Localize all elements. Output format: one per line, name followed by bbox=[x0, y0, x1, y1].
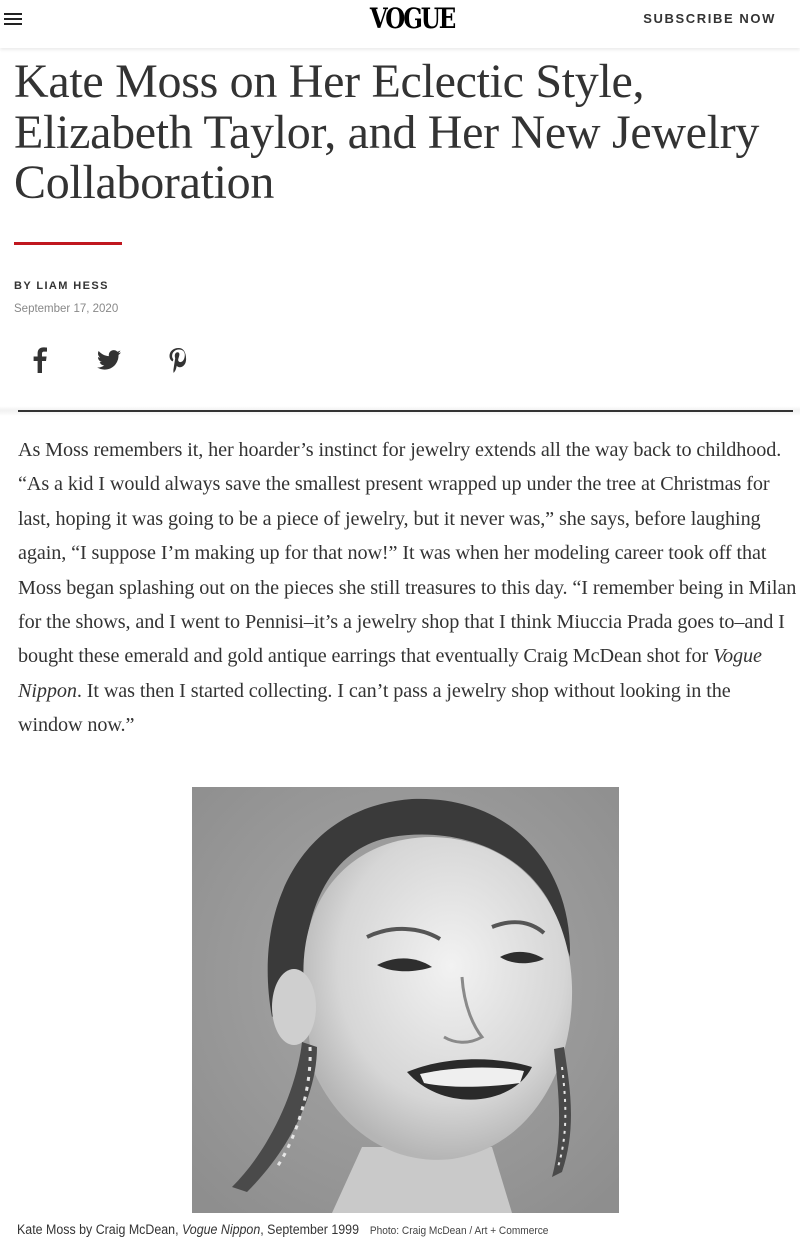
publish-date: September 17, 2020 bbox=[14, 303, 119, 315]
facebook-icon bbox=[33, 347, 47, 373]
title-accent-rule bbox=[14, 242, 122, 245]
share-facebook-button[interactable] bbox=[28, 346, 52, 374]
photo-credit: Photo: Craig McDean / Art + Commerce bbox=[369, 1225, 549, 1237]
twitter-icon bbox=[97, 349, 121, 371]
article-title: Kate Moss on Her Eclectic Style, Elizabeth Taylor, and Her New Jewelry Collaboration bbox=[14, 55, 760, 209]
pinterest-icon bbox=[168, 347, 188, 373]
paragraph-text-end: . It was then I started collecting. I can’t pass a jewelry shop without looking in the window now.” bbox=[18, 679, 731, 737]
menu-bar bbox=[4, 13, 22, 15]
author-link[interactable]: LIAM HESS bbox=[36, 280, 109, 292]
social-share-bar bbox=[28, 344, 190, 376]
caption-publication: Vogue Nippon bbox=[181, 1222, 261, 1237]
paragraph-text: As Moss remembers it, her hoarder’s instinct for jewelry extends all the way back to childhood. “As a kid I would always save the smallest present wrapped up under the tree at Christmas for last, hoping it was going to be a piece of jewelry, but it never was,” she says, before laughing again, “I suppose I’m making up for that now!” It was when her modeling career took off that Moss began splashing out on the pieces she still treasures to this day. “I remember being in Milan for the shows, and I went to Pennisi–it’s a jewelry shop that I think Miuccia Prada goes to–and I bought these emerald and gold antique earrings that eventually Craig McDean shot for bbox=[18, 439, 797, 668]
content-divider bbox=[18, 410, 793, 412]
caption-text: Kate Moss by Craig McDean, bbox=[17, 1222, 182, 1237]
byline-prefix: BY bbox=[14, 280, 37, 292]
byline bbox=[14, 280, 109, 292]
menu-bar bbox=[4, 23, 22, 25]
subscribe-button[interactable]: SUBSCRIBE NOW bbox=[643, 11, 776, 26]
hamburger-menu-icon[interactable] bbox=[4, 11, 26, 29]
share-pinterest-button[interactable] bbox=[166, 346, 190, 374]
portrait-photo-illustration bbox=[192, 787, 619, 1213]
site-header bbox=[0, 0, 800, 48]
vogue-logo[interactable]: VOGUE bbox=[369, 2, 455, 35]
article-paragraph bbox=[18, 433, 798, 743]
share-twitter-button[interactable] bbox=[97, 346, 121, 374]
menu-bar bbox=[4, 18, 22, 20]
publication-name: Vogue Nippon bbox=[18, 645, 762, 702]
article-photo[interactable] bbox=[192, 787, 619, 1213]
caption-text-end: , September 1999 bbox=[260, 1222, 359, 1237]
photo-caption bbox=[17, 1222, 548, 1237]
